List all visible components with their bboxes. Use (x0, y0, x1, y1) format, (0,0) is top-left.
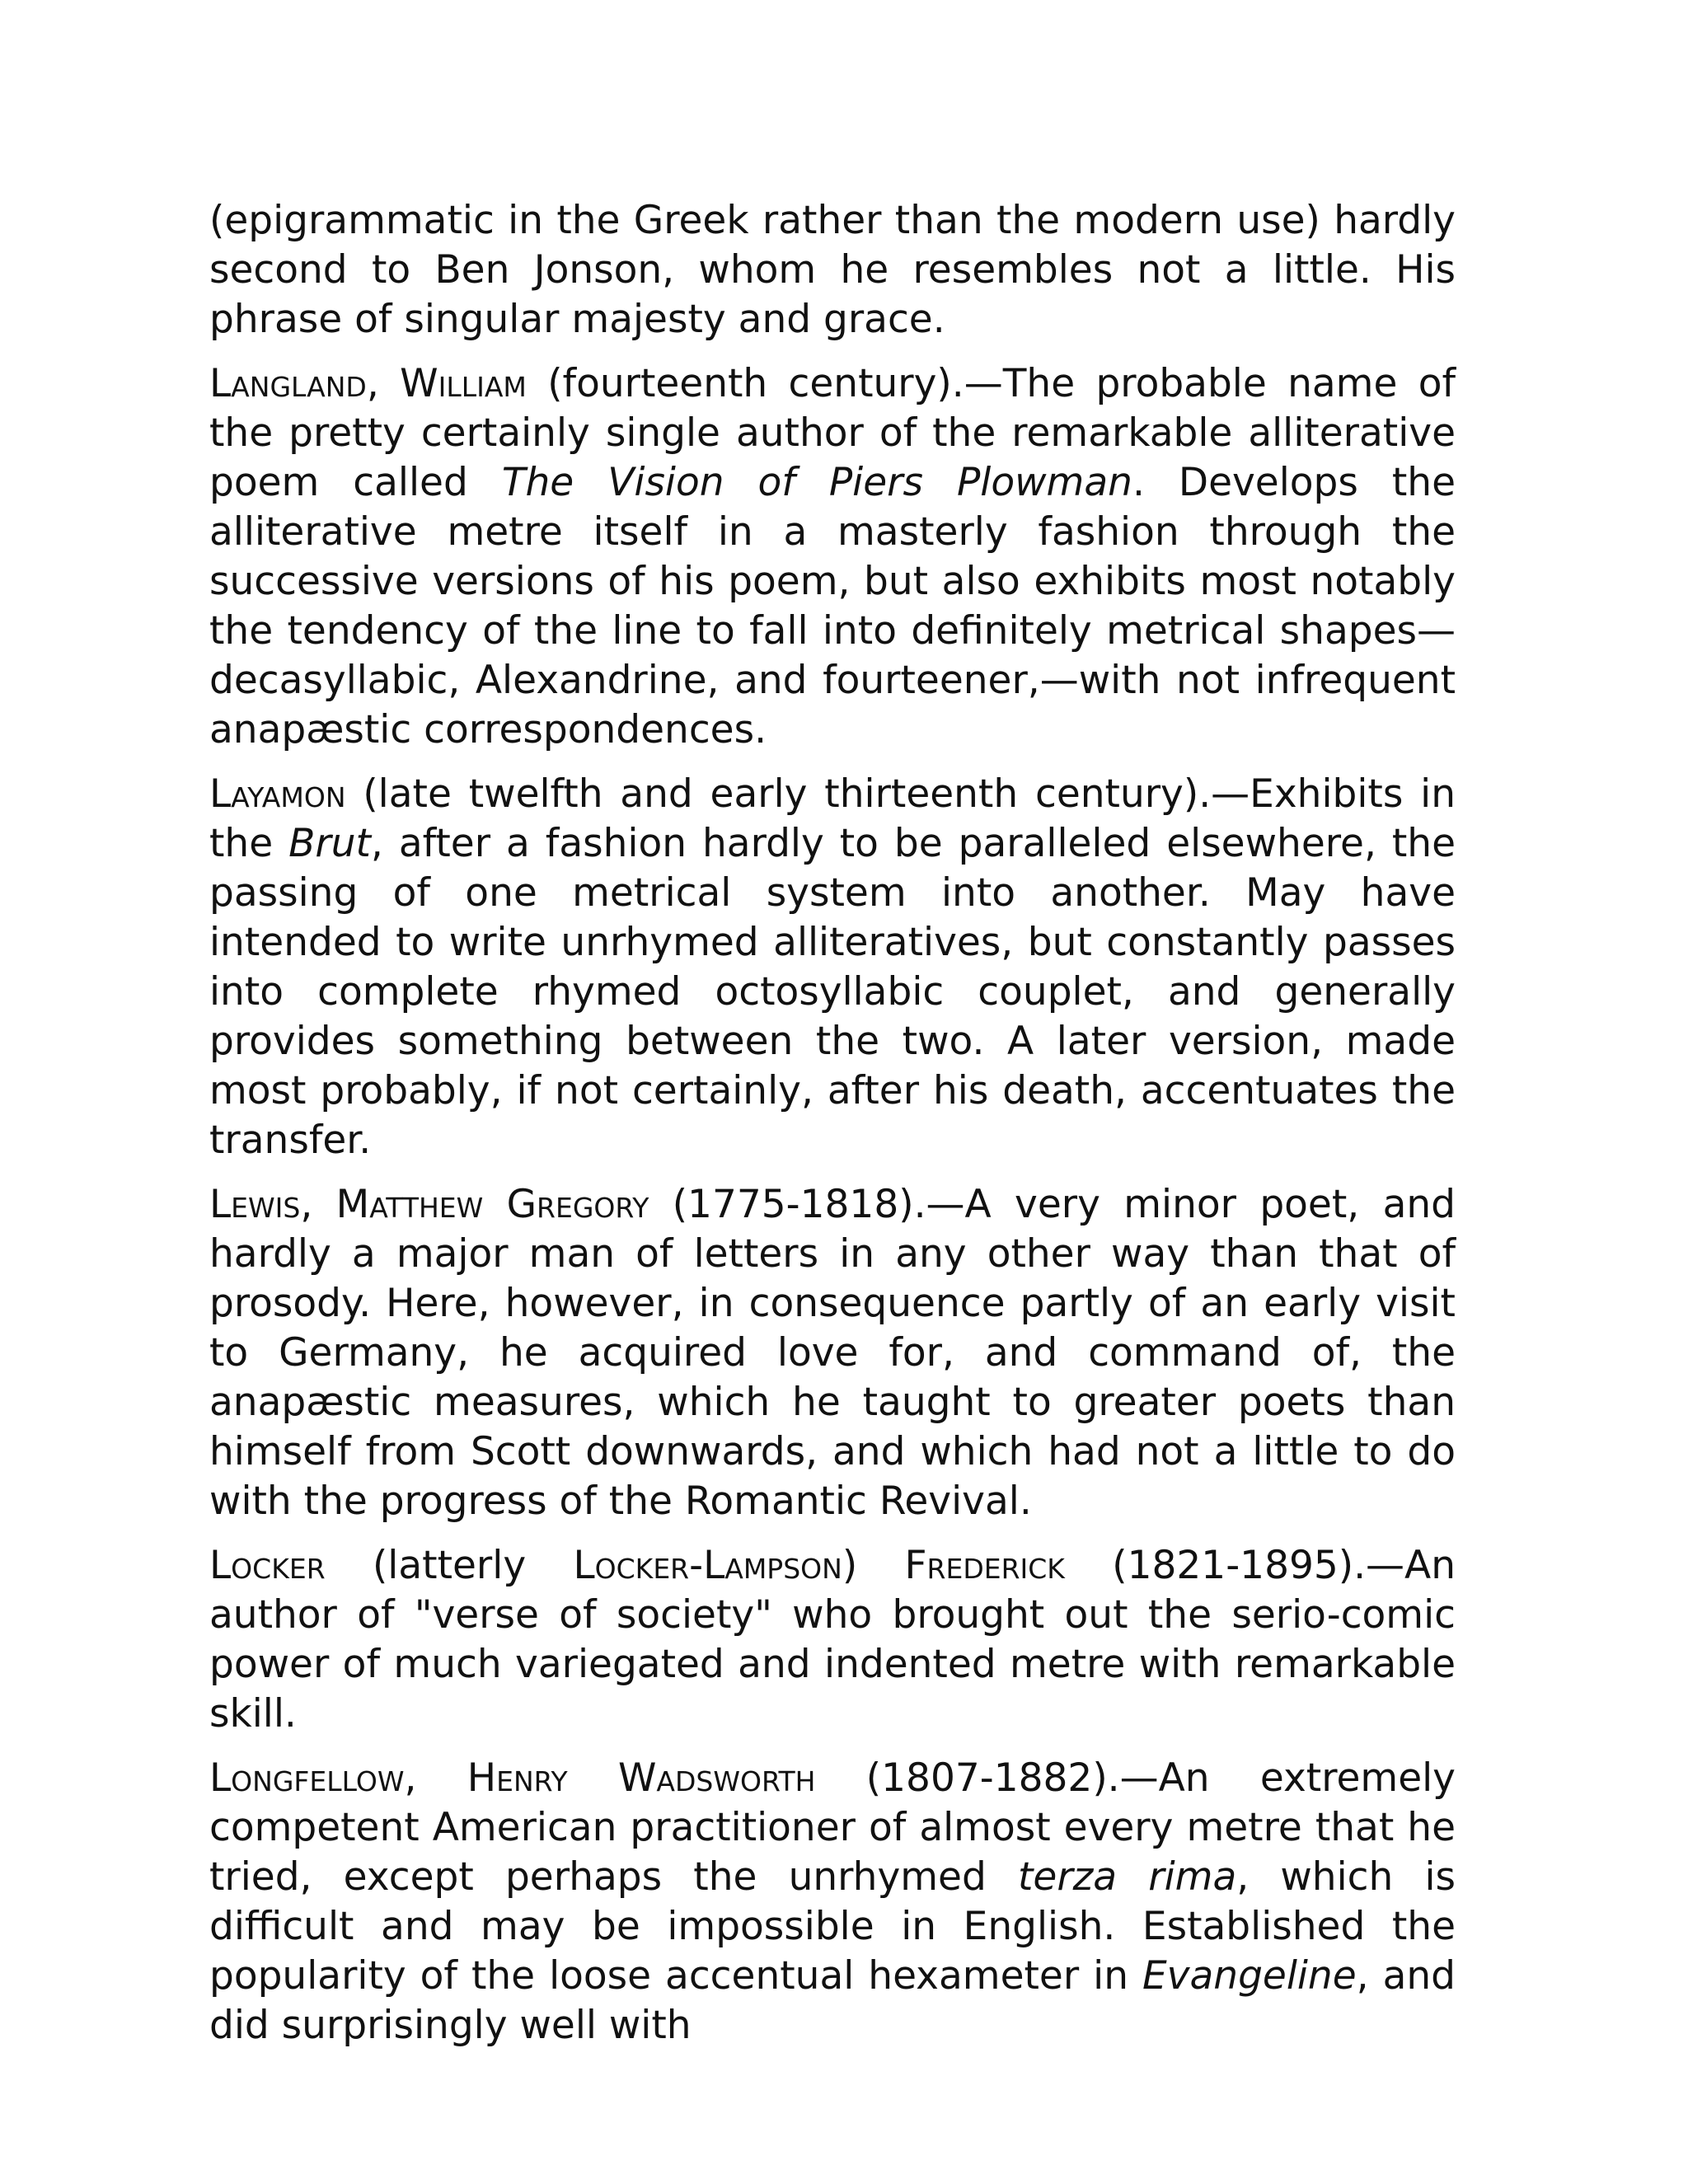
entry-text: , and did surprisingly well with (209, 1953, 1456, 2048)
entry-text: (epigrammatic in the Greek rather than the modern use) hardly second to Ben Jonson, whom he resembles not a little. His phrase of singular majesty and grace. (209, 198, 1456, 342)
entry-separator: , (366, 361, 401, 406)
entry-given-name: Frederick (904, 1543, 1065, 1588)
entry-name: Longfellow (209, 1755, 405, 1801)
entry-name: Locker (209, 1543, 326, 1588)
entry-text: (late twelfth and early thirteenth century).—Exhibits in the (209, 771, 1456, 866)
entry-langland (209, 359, 1456, 755)
entry-text: . Develops the alliterative metre itself in a masterly fashion through the successive versions of his poem, but also exhibits most notably the tendency of the line to fall into definitely metrical shapes—decasyllabic, Alexandrine, and fourteener,—with not infrequent anapæstic correspondences. (209, 460, 1456, 752)
entry-text: ) (842, 1543, 905, 1588)
entry-given-name: Henry Wadsworth (467, 1755, 816, 1801)
entry-text: (latterly (325, 1543, 574, 1588)
work-title: Evangeline (1142, 1953, 1357, 1999)
document-page (209, 196, 1456, 2065)
entry-text: (1807-1882).—An extremely competent American practitioner of almost every metre that he tried, except perhaps the unrhymed (209, 1755, 1456, 1900)
work-title: terza rima (1017, 1854, 1237, 1900)
work-title: Brut (288, 821, 371, 866)
entry-separator: , (300, 1182, 336, 1227)
entry-text: (fourteenth century).—The probable name of the pretty certainly single author of the remarkable alliterative poem called (209, 361, 1456, 505)
entry-layamon (209, 770, 1456, 1165)
entry-alt-name: Locker-Lampson (573, 1543, 842, 1588)
entry-text: (1821-1895).—An author of "verse of society" who brought out the serio-comic power of much variegated and indented metre with remarkable skill. (209, 1543, 1456, 1736)
work-title: The Vision of Piers Plowman (501, 460, 1132, 505)
entry-name: Langland (209, 361, 367, 406)
entry-name: Layamon (209, 771, 346, 817)
entry-lewis (209, 1180, 1456, 1526)
entry-locker (209, 1541, 1456, 1739)
entry-separator: , (404, 1755, 467, 1801)
entry-given-name: Matthew Gregory (335, 1182, 649, 1227)
entry-longfellow (209, 1754, 1456, 2050)
entry-text: , after a fashion hardly to be paralleled elsewhere, the passing of one metrical system into another. May have intended to write unrhymed alliteratives, but constantly passes into complete rhymed octosyllabic couplet, and generally provides something between the two. A later version, made most probably, if not certainly, after his death, accentuates the transfer. (209, 821, 1456, 1163)
entry-name: Lewis (209, 1182, 301, 1227)
entry-text: (1775-1818).—A very minor poet, and hardly a major man of letters in any other way than that of prosody. Here, however, in consequence partly of an early visit to Germany, he acquired love for, and command of, the anapæstic measures, which he taught to greater poets than himself from Scott downwards, and which had not a little to do with the progress of the Romantic Revival. (209, 1182, 1456, 1524)
entry-continuation (209, 196, 1456, 344)
entry-given-name: William (400, 361, 527, 406)
entry-text: , which is difficult and may be impossible in English. Established the popularity of the loose accentual hexameter in (209, 1854, 1456, 1999)
